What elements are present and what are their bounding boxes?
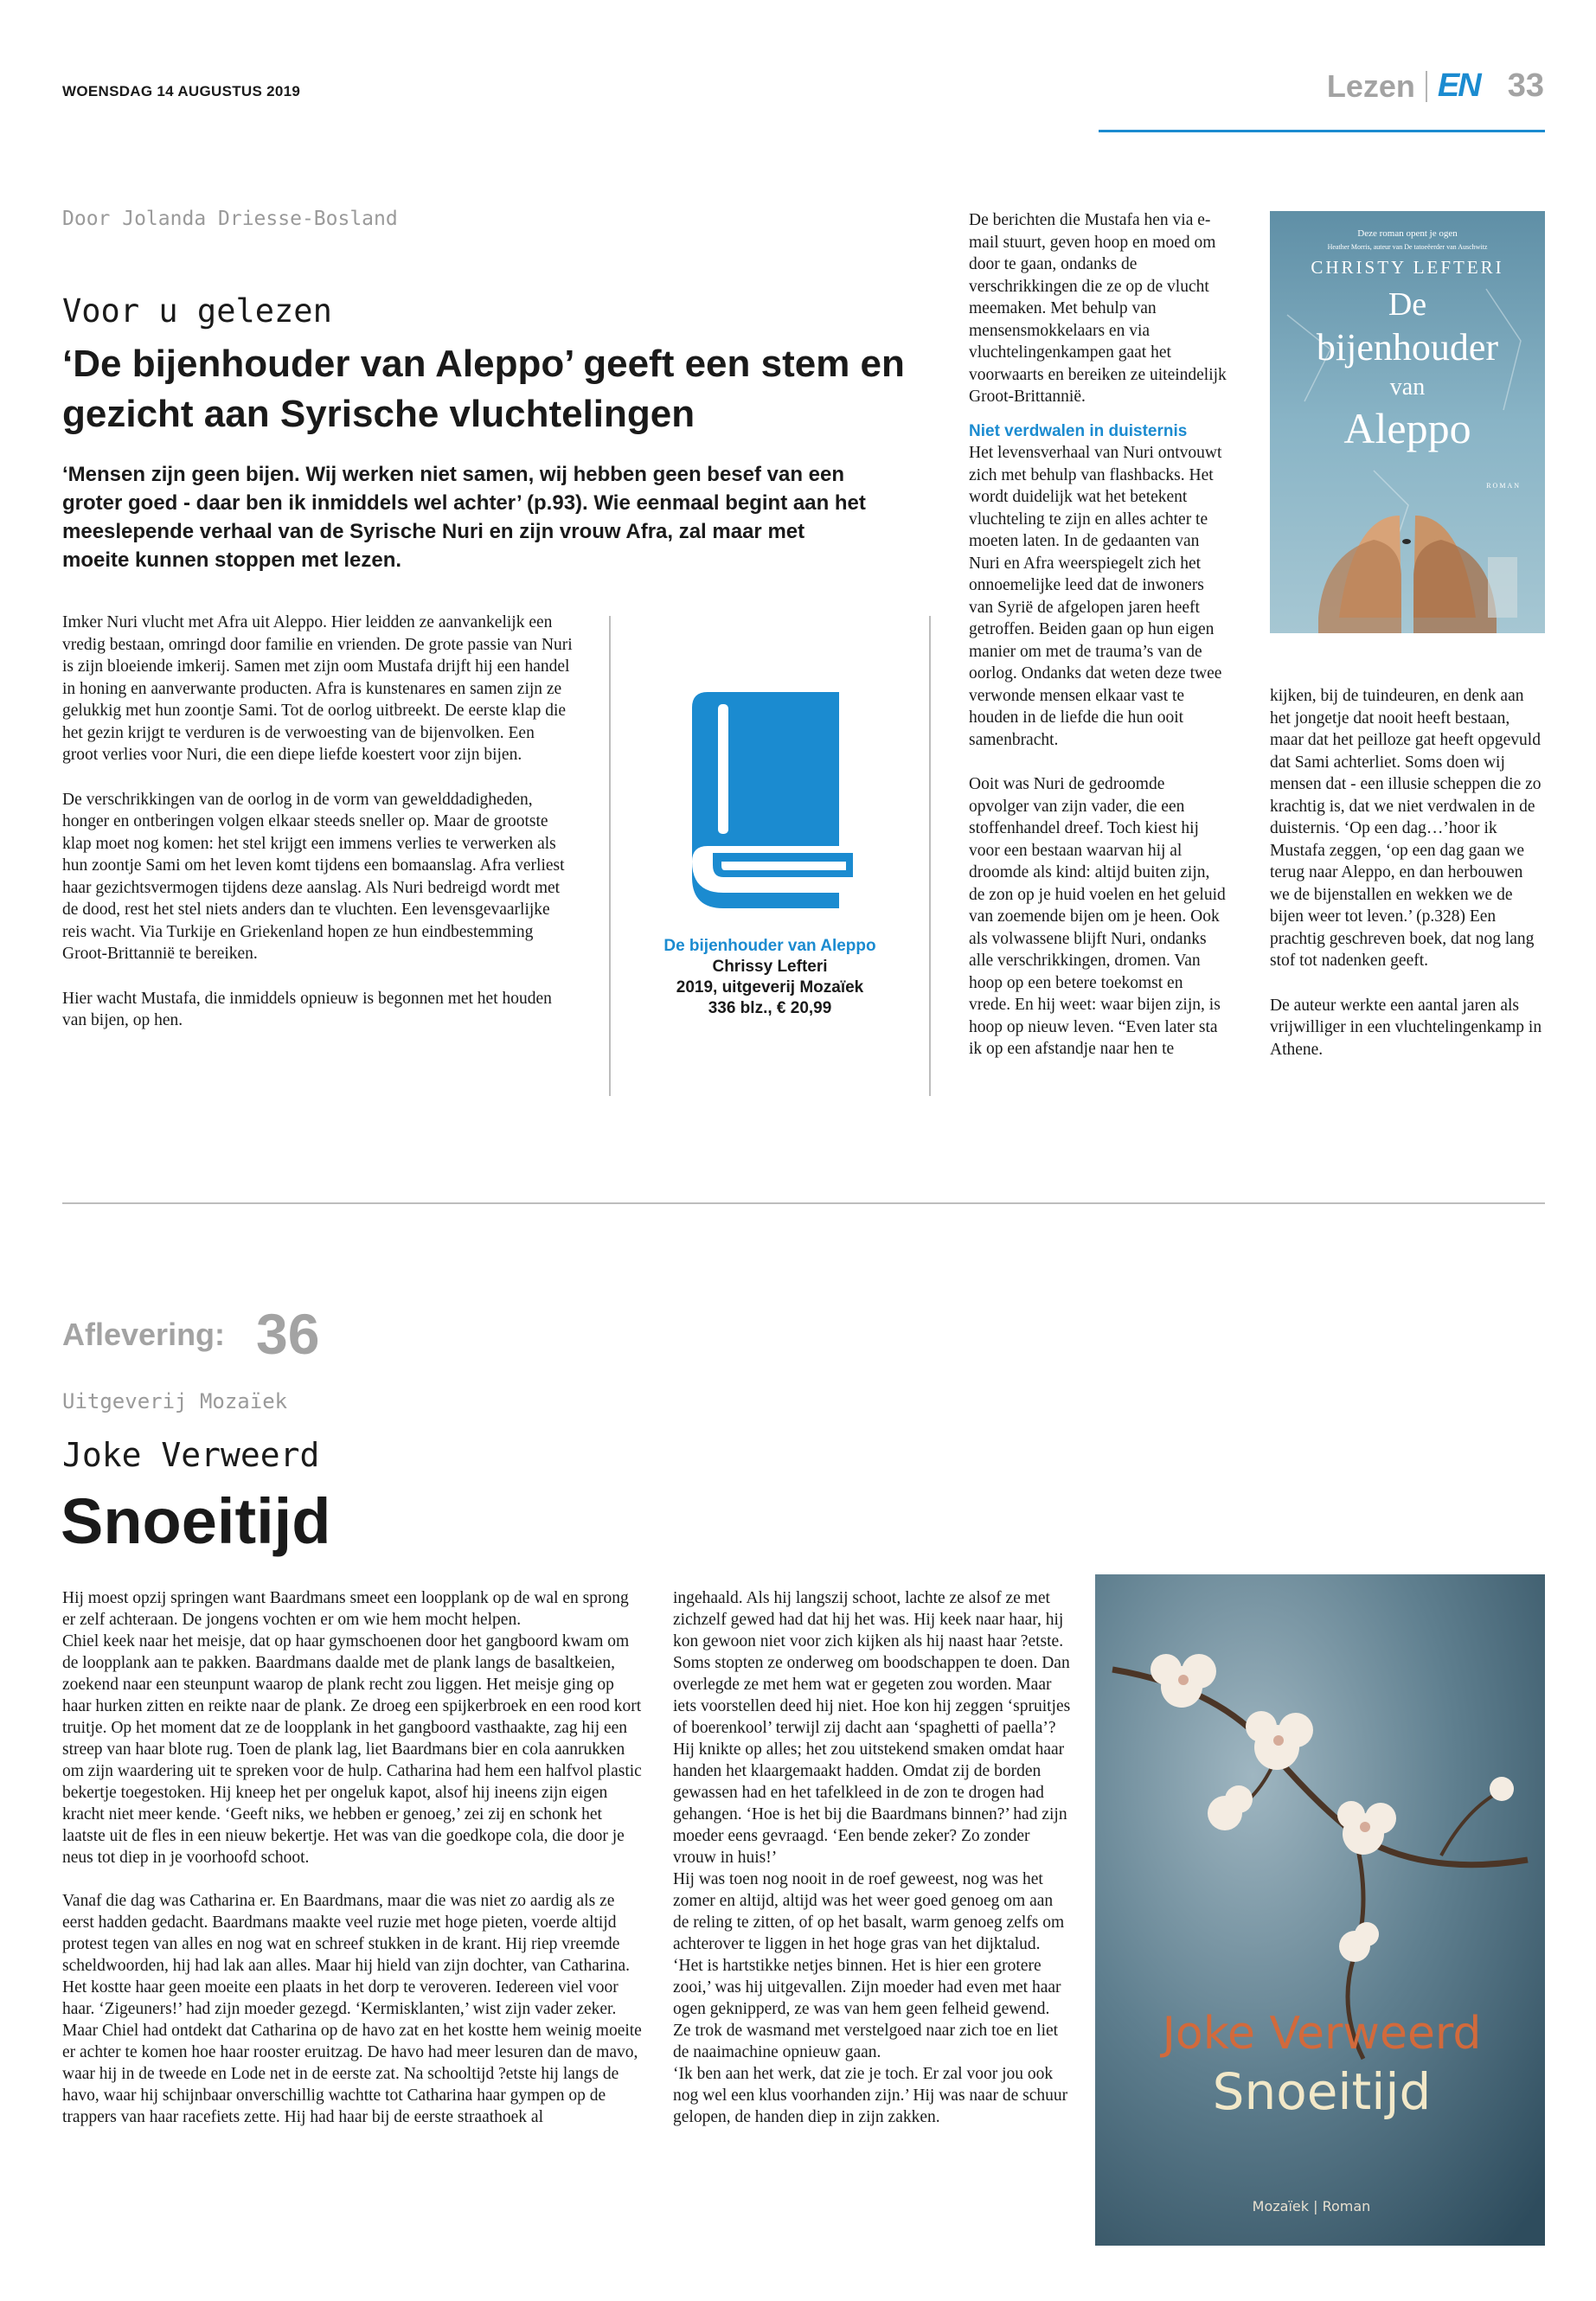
en-logo: EN [1437,67,1480,104]
paragraph: De verschrikkingen van de oorlog in de vorm van gewelddadigheden, honger en ontberingen volgen elkaar steeds sneller op. Maar de grootste klap moet nog komen: het stel krijgt een immens verlies te verwerken als hun zoontje Sami om het leven komt tijdens een bomaanslag. Afra verliest haar gezichtsvermogen tijdens deze aanslag. Als Nuri bedreigd wordt met de dood, rest het stel niets anders dan te vluchten. Een levensgevaarlijke reis wacht. Via Turkije en Griekenland hopen ze hun eindbestemming Groot-Brittannië te bereiken. [62,790,565,963]
paragraph: kijken, bij de tuindeuren, en denk aan het jongetje dat nooit heeft bestaan, maar dat het peilloze gat heeft opgevuld dat Sami achterliet. Soms doen wij mensen dat - een illusie scheppen die zo krachtig is, dat we niet verdwalen in de duisternis. ‘Op een dag…’hoor ik Mustafa zeggen, ‘op een dag gaan we terug naar Aleppo, en dan herbouwen we de bijenstallen en wekken we de bijen weer tot leven.’ (p.328) Een prachtig geschreven boek, dat nog lang stof tot nadenken geeft. [1270,687,1542,970]
paragraph: Hier wacht Mustafa, die inmiddels opnieuw is begonnen met het houden van bijen, op hen. [62,989,552,1029]
cover-art [1095,1574,1545,2246]
book-info [640,936,900,1019]
section-divider [62,1202,1545,1204]
cover-tagline-attribution: Heather Morris, auteur van De tatoeëerder van Auschwitz [1327,243,1488,251]
review-column-1 [62,612,573,1054]
book-icon [692,692,856,908]
lead-paragraph: ‘Mensen zijn geen bijen. Wij werken niet samen, wij hebben geen besef van een groter goed - daar ben ik inmiddels wel achter’ (p.93). Wie eenmaal begint aan het meeslepende verhaal van de Syrische Nuri en zijn vrouw Afra, zal maar met moeite kunnen stoppen met lezen. [62,463,866,572]
cover-tagline: Deze roman opent je ogen [1357,228,1458,239]
column-divider [929,616,931,1096]
paragraph: De berichten die Mustafa hen via e-mail stuurt, geven hoop en moed om door te gaan, ondanks de verschrikkingen die ze op de vlucht meemaken. Met behulp van mensensmokkelaars en via vluchtelingenkampen gaat het voorwaarts en bereiken ze uiteindelijk Groot-Brittannië. [969,211,1227,406]
paragraph: De auteur werkte een aantal jaren als vrijwilliger in een vluchtelingenkamp in Athene. [1270,996,1542,1059]
page-date: WOENSDAG 14 AUGUSTUS 2019 [62,83,301,99]
header-rule [1099,130,1545,132]
serial-author: Joke Verweerd [62,1436,320,1474]
subheading: Niet verdwalen in duisternis [969,421,1188,440]
book-info-title: De bijenhouder van Aleppo [663,937,876,955]
review-column-4 [1270,685,1545,1083]
serial-title: Snoeitijd [61,1485,331,1557]
cover-art [1270,211,1545,633]
book-cover-bijenhouder [1270,211,1545,633]
book-info-price: 336 blz., € 20,99 [708,999,832,1017]
book-info-author: Chrissy Lefteri [712,958,828,976]
paragraph: Hij moest opzij springen want Baardmans smeet een loopplank op de wal en sprong er zelf achteraan. De jongens vochten er om wie hem mocht helpen. Chiel keek naar het meisje, dat op haar gymschoenen door het gangboord kwam om de loopplank aan te pakken. Baardmans daalde met de plank langs de basaltkeien, zoekend naar een steunpunt waarop de plank recht zou liggen. Het meisje ging op haar hurken zitten en reikte naar de plank. Ze droeg een spijkerbroek en een rood kort truitje. Op het moment dat ze de loopplank in het gangboord vasthaakte, zag hij een streep van haar blote rug. Toen de plank lag, liet Baardmans bier en cola aanrukken om zijn waardering uit te spreken voor de hulp. Catharina had hem een halfvol plastic bekertje toegestoken. Hij kneep het per ongeluk kapot, alsof hij ineens zijn eigen kracht niet meer kende. ‘Geeft niks, we hebben er genoeg,’ zei zij en schonk het laatste uit de fles in een nieuw bekertje. Het was van die goedkope cola, die door je neus tot diep in je voorhoofd schoot. [62,1589,642,1867]
byline: Door Jolanda Driesse-Bosland [62,208,398,230]
paragraph: Ooit was Nuri de gedroomde opvolger van zijn vader, die een stoffenhandel dreef. Toch kiest hij voor een bestaan waarvan hij al droomde als kind: altijd buiten zijn, de zon op je huid voelen en het geluid van zoemende bijen om je heen. Ook als volwassene blijft Nuri, ondanks alle verschrikkingen, dromen. Van hoop op een betere toekomst en vrede. En hij weet: waar bijen zijn, is hoop op nieuw leven. “Even later sta ik op een afstandje naar hen te [969,775,1226,1058]
paragraph: Vanaf die dag was Catharina er. En Baardmans, maar die was niet zo aardig als ze eerst hadden gedacht. Baardmans maakte veel ruzie met hoge pieten, voerde altijd protest tegen van alles en nog wat en schreef stukken in de krant. Hij riep vreemde scheldwoorden, hij had lak aan alles. Maar hij hield van zijn dochter, van Catharina. Het kostte haar geen moeite een plaats in het dorp te veroveren. Iedereen viel voor haar. ‘Zigeuners!’ had zijn moeder gezegd. ‘Kermisklanten,’ wist zijn vader zeker. Maar Chiel had ontdekt dat Catharina op de havo zat en het kostte hem weinig moeite er achter te komen hoe haar rooster eruitzag. De havo had meer lesuren dan de mavo, waar hij in de tweede en Lode net in de eerste zat. Na schooltijd ?etste hij langs de havo, waar hij schijnbaar onverschillig wachtte tot Catharina haar gympen op de trappers van haar racefiets zette. Hij had haar bij de eerste straathoek al [62,1892,642,2126]
serial-column-2 [673,1587,1071,2128]
headline: ‘De bijenhouder van Aleppo’ geeft een stem en gezicht aan Syrische vluchtelingen [62,343,905,435]
page-number: 33 [1507,67,1544,104]
cover-author: Joke Verweerd [1162,2008,1482,2060]
serial-publisher: Uitgeverij Mozaïek [62,1389,288,1413]
paragraph: Het levensverhaal van Nuri ontvouwt zich met behulp van flashbacks. Het wordt duidelijk wat het betekent vluchteling te zijn en alles achter te moeten laten. In de gedaanten van Nuri en Afra weerspiegelt zich het onnoemelijke leed dat de inwoners van Syrië de afgelopen jaren heeft getroffen. Beiden gaan op hun eigen manier om met de trauma’s van de oorlog. Ondanks dat weten deze twee verwonde mensen elkaar vast te houden in de liefde die hun ooit samenbracht. [969,444,1222,749]
cover-title: Snoeitijd [1212,2062,1432,2121]
paragraph: Imker Nuri vlucht met Afra uit Aleppo. Hier leidden ze aanvankelijk een vredig bestaan, omringd door familie en vrienden. De grote passie van Nuri is zijn bloeiende imkerij. Samen met zijn oom Mustafa drijft hij een handel in honing en aanverwante producten. Afra is kunstenares en samen zijn ze gelukkig met hun zoontje Sami. Tot de oorlog uitbreekt. De eerste klap die het gezin krijgt te verduren is de verwoesting van de bijenvolken. Een groot verlies voor Nuri, die een diepe liefde koestert voor zijn bijen. [62,613,573,764]
cover-imprint: Mozaïek | Roman [1252,2198,1371,2214]
episode-number: 36 [256,1302,320,1366]
header-divider [1426,71,1427,102]
cover-title-2: bijenhouder [1316,326,1499,369]
paragraph: ingehaald. Als hij langszij schoot, lachte ze alsof ze met zichzelf gewed had dat hij het was. Hij keek naar haar, hij kon gewoon niet voor zich kijken als hij naast haar ?etste. Soms stopten ze onderweg om boodschappen te doen. Dan overlegde ze met hem wat er gegeten zou worden. Maar iets voorstellen deed hij niet. Hoe kon hij zeggen ‘spruitjes of boerenkool’ terwijl zij dacht aan ‘spaghetti of paella’? Hij knikte op alles; het zou uitstekend smaken omdat haar handen het klaargemaakt hadden. Omdat zij de borden gewassen had en het tafelkleed in de zon te drogen had gehangen. ‘Hoe is het bij die Baardmans binnen?’ had zijn moeder eens gevraagd. ‘Een bende zeker? Zo zonder vrouw in huis!’ Hij was toen nog nooit in de roef geweest, nog was het zomer en altijd, altijd was het weer goed genoeg om aan de reling te zitten, of op het basalt, warm genoeg zelfs om achterover te liggen in het hoge gras van het dijktalud. ‘Het is hartstikke netjes binnen. Het is hier een grotere zooi,’ was hij uitgevallen. Zijn moeder had even met haar ogen geknipperd, ze was van hem geen felheid gewend. Ze trok de wasmand met verstelgoed naar zich toe en liet de naaimachine opnieuw gaan. ‘Ik ben aan het werk, dat zie je toch. Er zal voor jou ook nog wel een klus voorhanden zijn.’ Hij was naar de schuur gelopen, de handen diep in zijn zakken. [673,1589,1071,2126]
kicker: Voor u gelezen [62,292,332,330]
cover-author: CHRISTY LEFTERI [1311,257,1504,278]
section-label: Lezen [1326,67,1415,104]
cover-title-1: De [1388,286,1427,323]
cover-genre: ROMAN [1486,482,1521,490]
column-divider [609,616,611,1096]
episode-label: Aflevering: [62,1317,226,1352]
review-column-3 [969,209,1228,1083]
page-header [1327,67,1544,105]
cover-title-4: Aleppo [1343,404,1471,452]
serial-column-1 [62,1587,642,2128]
cover-title-3: van [1389,374,1426,401]
book-cover-snoeitijd [1095,1574,1545,2246]
book-info-publisher: 2019, uitgeverij Mozaïek [676,978,864,997]
